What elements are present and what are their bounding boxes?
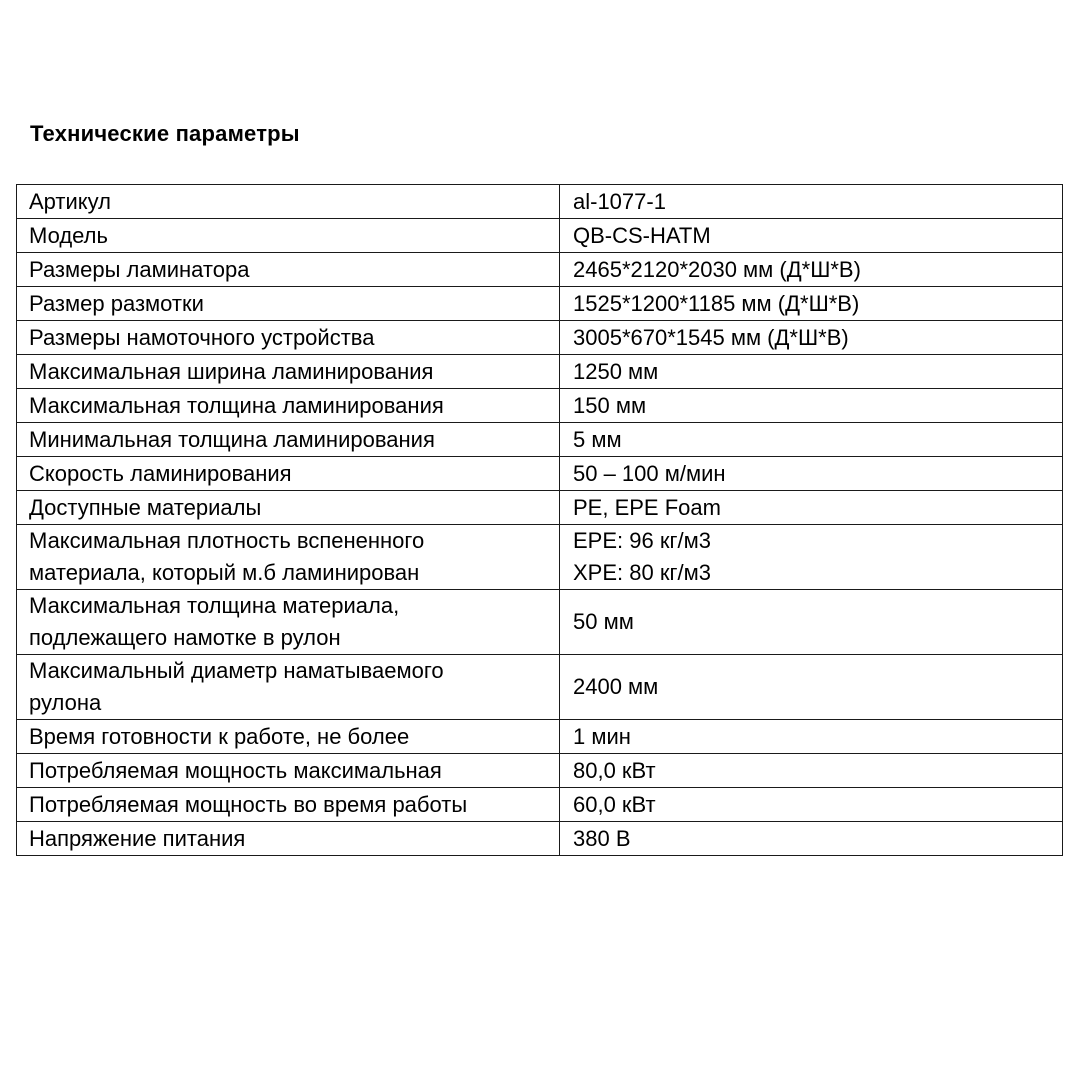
table-row bbox=[17, 822, 1063, 856]
value-cell: 150 мм bbox=[560, 389, 1063, 423]
param-cell: Максимальная толщина ламинирования bbox=[17, 389, 560, 423]
param-cell: Максимальная плотность вспененного материала, который м.б ламинирован bbox=[17, 525, 560, 590]
param-cell: Максимальная ширина ламинирования bbox=[17, 355, 560, 389]
param-cell: Максимальный диаметр наматываемого рулона bbox=[17, 655, 560, 720]
table-row bbox=[17, 321, 1063, 355]
table-row bbox=[17, 457, 1063, 491]
param-cell: Скорость ламинирования bbox=[17, 457, 560, 491]
value-cell: PE, EPE Foam bbox=[560, 491, 1063, 525]
param-cell: Размеры ламинатора bbox=[17, 253, 560, 287]
param-cell: Потребляемая мощность максимальная bbox=[17, 754, 560, 788]
value-cell: 2400 мм bbox=[560, 655, 1063, 720]
param-cell: Доступные материалы bbox=[17, 491, 560, 525]
table-row bbox=[17, 590, 1063, 655]
param-cell: Размеры намоточного устройства bbox=[17, 321, 560, 355]
param-cell: Размер размотки bbox=[17, 287, 560, 321]
value-cell: QB-CS-HATM bbox=[560, 219, 1063, 253]
table-row bbox=[17, 253, 1063, 287]
table-row bbox=[17, 219, 1063, 253]
table-row bbox=[17, 525, 1063, 590]
param-cell: Время готовности к работе, не более bbox=[17, 720, 560, 754]
table-row bbox=[17, 720, 1063, 754]
value-cell: 60,0 кВт bbox=[560, 788, 1063, 822]
param-cell: Максимальная толщина материала, подлежащего намотке в рулон bbox=[17, 590, 560, 655]
param-cell: Модель bbox=[17, 219, 560, 253]
value-cell: 380 В bbox=[560, 822, 1063, 856]
table-row bbox=[17, 423, 1063, 457]
value-cell: al-1077-1 bbox=[560, 185, 1063, 219]
table-row bbox=[17, 754, 1063, 788]
param-cell: Артикул bbox=[17, 185, 560, 219]
spec-table bbox=[16, 184, 1063, 856]
table-row bbox=[17, 389, 1063, 423]
value-cell: 1 мин bbox=[560, 720, 1063, 754]
value-cell: 1525*1200*1185 мм (Д*Ш*В) bbox=[560, 287, 1063, 321]
table-row bbox=[17, 355, 1063, 389]
value-cell: 3005*670*1545 мм (Д*Ш*В) bbox=[560, 321, 1063, 355]
value-cell: EPE: 96 кг/м3 XPE: 80 кг/м3 bbox=[560, 525, 1063, 590]
table-row bbox=[17, 491, 1063, 525]
value-cell: 50 мм bbox=[560, 590, 1063, 655]
table-row bbox=[17, 655, 1063, 720]
value-cell: 80,0 кВт bbox=[560, 754, 1063, 788]
table-row bbox=[17, 185, 1063, 219]
param-cell: Минимальная толщина ламинирования bbox=[17, 423, 560, 457]
value-cell: 1250 мм bbox=[560, 355, 1063, 389]
param-cell: Потребляемая мощность во время работы bbox=[17, 788, 560, 822]
page-title: Технические параметры bbox=[30, 121, 300, 146]
value-cell: 5 мм bbox=[560, 423, 1063, 457]
param-cell: Напряжение питания bbox=[17, 822, 560, 856]
value-cell: 2465*2120*2030 мм (Д*Ш*В) bbox=[560, 253, 1063, 287]
value-cell: 50 – 100 м/мин bbox=[560, 457, 1063, 491]
table-row bbox=[17, 287, 1063, 321]
table-row bbox=[17, 788, 1063, 822]
